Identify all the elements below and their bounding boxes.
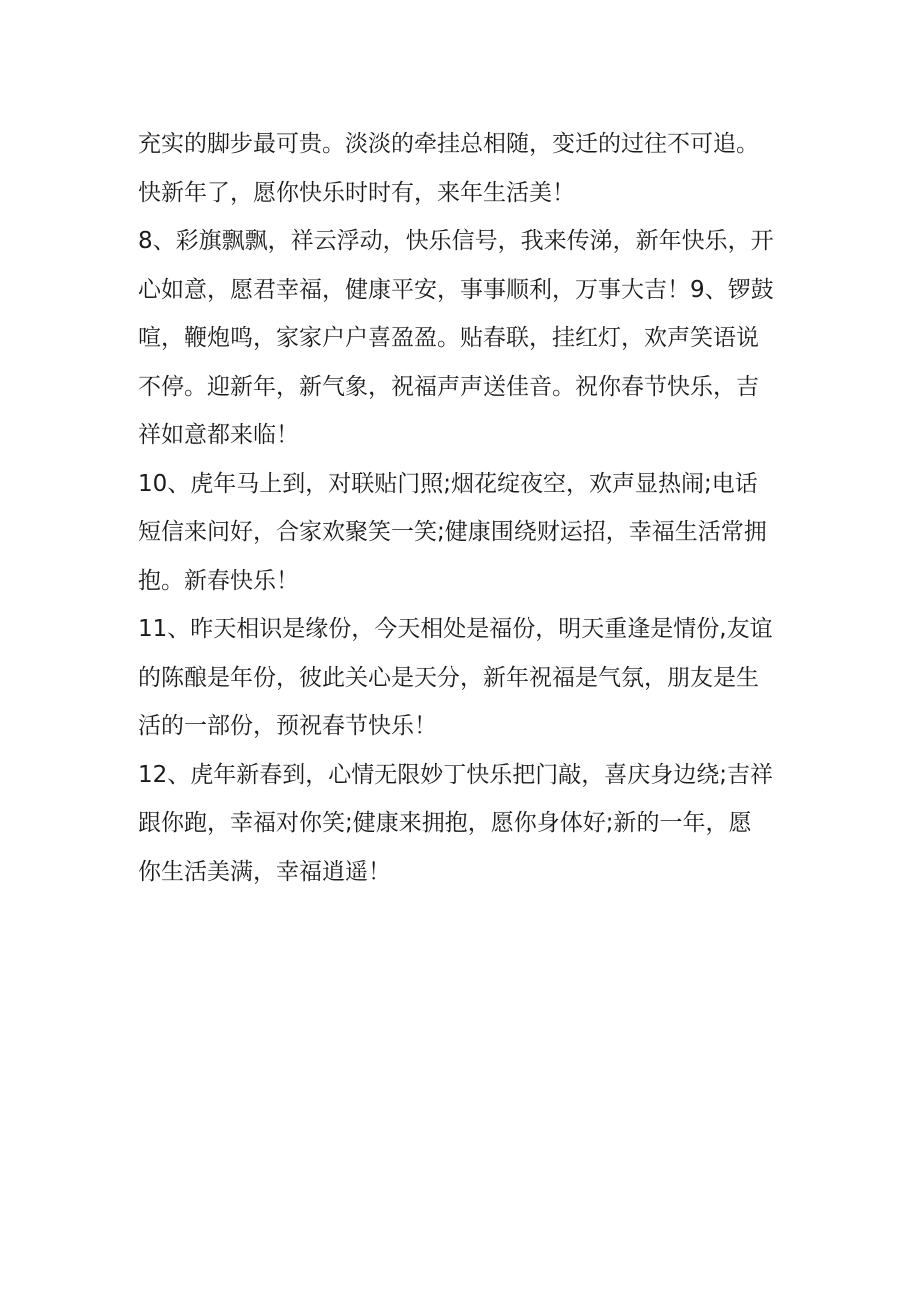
text-line: 短信来问好，合家欢聚笑一笑;健康围绕财运招，幸福生活常拥 <box>138 519 767 545</box>
text-line: 心如意，愿君幸福，健康平安，事事顺利，万事大吉！9、锣鼓 <box>138 276 774 303</box>
text-line: 喧，鞭炮鸣，家家户户喜盈盈。贴春联，挂红灯，欢声笑语说 <box>138 325 759 351</box>
text-line: 11、昨天相识是缘份，今天相处是福份，明天重逢是情份,友谊 <box>138 616 773 642</box>
text-line: 祥如意都来临！ <box>138 422 299 448</box>
document-body <box>138 120 788 896</box>
text-line: 10、虎年马上到，对联贴门照;烟花绽夜空，欢声显热闹;电话 <box>138 470 758 497</box>
text-line: 活的一部份，预祝春节快乐！ <box>138 713 437 739</box>
text-line: 不停。迎新年，新气象，祝福声声送佳音。祝你春节快乐，吉 <box>138 373 759 400</box>
text-line: 12、虎年新春到，心情无限妙丁快乐把门敲，喜庆身边绕;吉祥 <box>138 761 774 788</box>
text-line: 的陈酿是年份，彼此关心是天分，新年祝福是气氛，朋友是生 <box>138 664 759 691</box>
text-line: 抱。新春快乐！ <box>138 567 299 594</box>
text-line: 你生活美满，幸福逍遥！ <box>138 858 391 885</box>
text-line: 快新年了，愿你快乐时时有，来年生活美！ <box>138 179 575 206</box>
text-line: 充实的脚步最可贵。淡淡的牵挂总相随，变迁的过往不可追。 <box>138 131 759 157</box>
text-line: 跟你跑，幸福对你笑;健康来拥抱，愿你身体好;新的一年，愿 <box>138 810 752 836</box>
text-line: 8、彩旗飘飘，祥云浮动，快乐信号，我来传涕，新年快乐，开 <box>138 228 774 254</box>
